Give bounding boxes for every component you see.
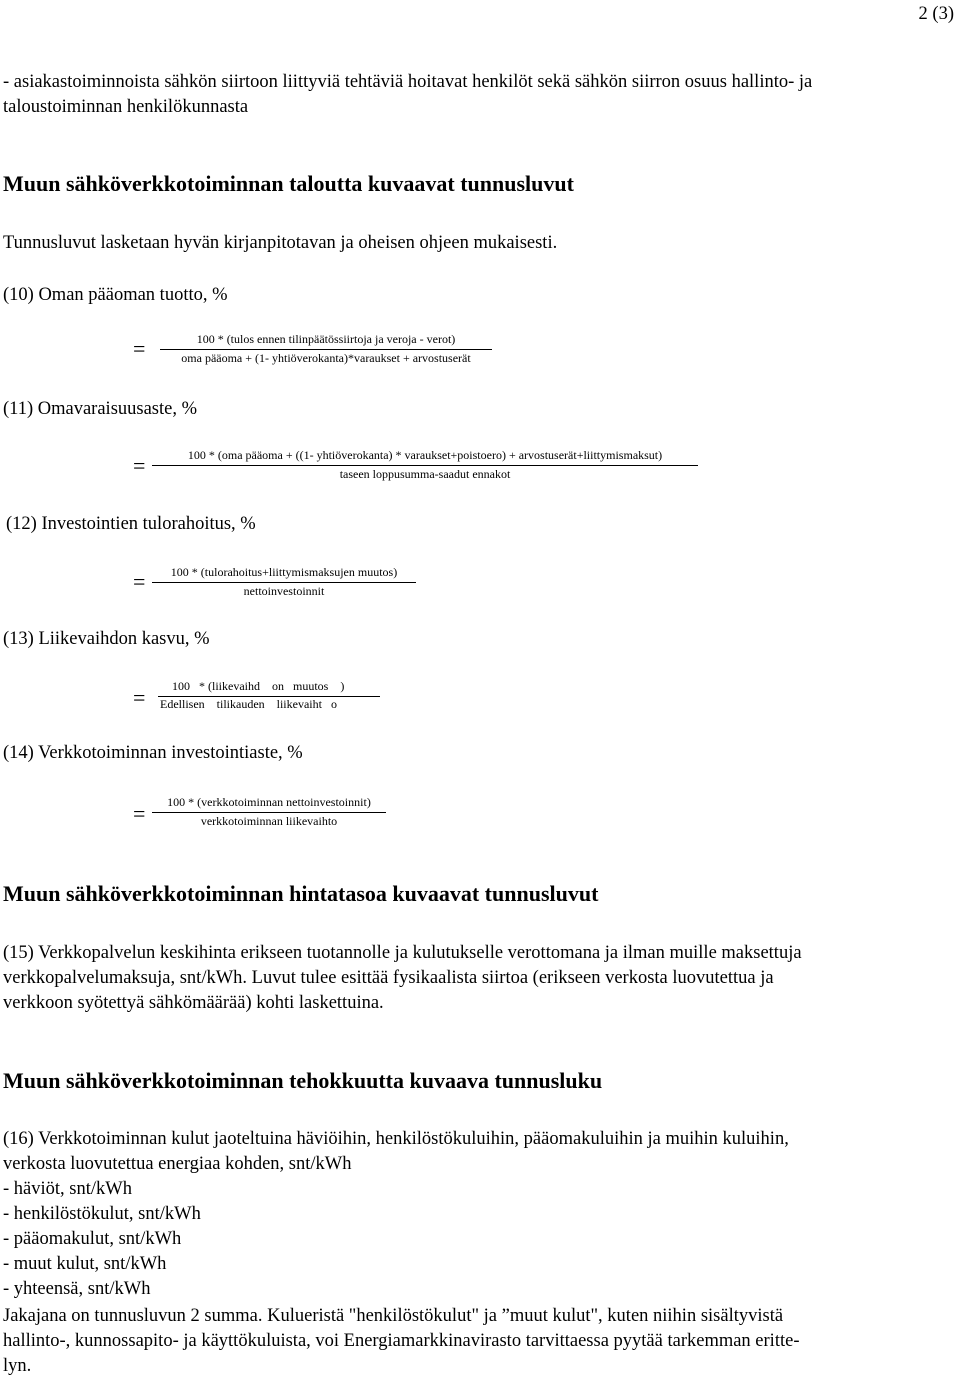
efficiency-list-item: - häviöt, snt/kWh bbox=[3, 1179, 132, 1199]
formula-12-denominator: nettoinvestoinnit bbox=[243, 584, 325, 598]
efficiency-text-line: lyn. bbox=[3, 1356, 32, 1376]
formula-11-denominator: taseen loppusumma-saadut ennakot bbox=[339, 467, 511, 481]
price-text-line: (15) Verkkopalvelun keskihinta erikseen tuotannolle ja kulutukselle verottomana ja ilman muille maksettuja bbox=[3, 943, 802, 963]
formula-13-label: (13) Liikevaihdon kasvu, % bbox=[3, 629, 210, 649]
price-text-line: verkkopalvelumaksuja, snt/kWh. Luvut tulee esittää fysikaalista siirtoa (erikseen verkosta luovutettua ja bbox=[3, 968, 774, 988]
formula-10-numerator: 100 * (tulos ennen tilinpäätössiirtoja ja veroja - verot) bbox=[196, 332, 456, 346]
formula-12-label: (12) Investointien tulorahoitus, % bbox=[6, 514, 256, 534]
formula-11-numerator: 100 * (oma pääoma + ((1- yhtiöverokanta) * varaukset+poistoero) + arvostuserät+liittymismaksut) bbox=[187, 448, 663, 462]
efficiency-list-item: - henkilöstökulut, snt/kWh bbox=[3, 1204, 201, 1224]
formula-14-fraction-bar bbox=[152, 812, 386, 813]
formula-14-numerator: 100 * (verkkotoiminnan nettoinvestoinnit) bbox=[167, 795, 371, 809]
formula-11-equals: = bbox=[133, 453, 146, 478]
formula-13-numerator: 100 * (liikevaihd on muutos ) bbox=[172, 679, 345, 693]
formula-10-label: (10) Oman pääoman tuotto, % bbox=[3, 285, 228, 305]
efficiency-list-item: - yhteensä, snt/kWh bbox=[3, 1279, 151, 1299]
price-text-line: verkkoon syötettyä sähkömäärää) kohti laskettuina. bbox=[3, 993, 384, 1013]
formula-11-fraction-bar bbox=[152, 465, 698, 466]
efficiency-text-line: verkosta luovutettua energiaa kohden, snt/kWh bbox=[3, 1154, 352, 1174]
formula-10-denominator: oma pääoma + (1- yhtiöverokanta)*varaukset + arvostuserät bbox=[181, 351, 471, 365]
formula-14-denominator: verkkotoiminnan liikevaihto bbox=[200, 814, 338, 828]
formula-14-equals: = bbox=[133, 801, 146, 826]
efficiency-text-line: Jakajana on tunnusluvun 2 summa. Kulueristä "henkilöstökulut" ja ”muut kulut", kuten niihin sisältyvistä bbox=[3, 1306, 784, 1326]
intro-line-1: - asiakastoiminnoista sähkön siirtoon liittyviä tehtäviä hoitavat henkilöt sekä sähkön siirron osuus hallinto- ja bbox=[3, 72, 813, 92]
efficiency-text-line: hallinto-, kunnossapito- ja käyttökuluista, voi Energiamarkkinavirasto tarvittaessa pyytää tarkemman erittе- bbox=[3, 1331, 800, 1351]
formula-12-equals: = bbox=[133, 569, 146, 594]
section-heading-economy: Muun sähköverkkotoiminnan taloutta kuvaavat tunnusluvut bbox=[3, 171, 574, 196]
formula-13-equals: = bbox=[133, 685, 146, 710]
efficiency-text-line: (16) Verkkotoiminnan kulut jaoteltuina häviöihin, henkilöstökuluihin, pääomakuluihin ja muihin kuluihin, bbox=[3, 1129, 789, 1149]
section-intro: Tunnusluvut lasketaan hyvän kirjanpitotavan ja oheisen ohjeen mukaisesti. bbox=[3, 233, 558, 253]
formula-14-label: (14) Verkkotoiminnan investointiaste, % bbox=[3, 743, 303, 763]
section-heading-efficiency: Muun sähköverkkotoiminnan tehokkuutta kuvaava tunnusluku bbox=[3, 1068, 603, 1093]
formula-12-fraction-bar bbox=[152, 582, 416, 583]
formula-10-equals: = bbox=[133, 336, 146, 361]
formula-13-denominator: Edellisen tilikauden liikevaiht o bbox=[160, 697, 337, 711]
formula-10-fraction-bar bbox=[160, 349, 492, 350]
section-heading-price-level: Muun sähköverkkotoiminnan hintatasoa kuvaavat tunnusluvut bbox=[3, 881, 599, 906]
efficiency-list-item: - pääomakulut, snt/kWh bbox=[3, 1229, 182, 1249]
formula-11-label: (11) Omavaraisuusaste, % bbox=[3, 399, 198, 419]
formula-12-numerator: 100 * (tulorahoitus+liittymismaksujen muutos) bbox=[170, 565, 398, 579]
page-number: 2 (3) bbox=[918, 4, 954, 24]
efficiency-list-item: - muut kulut, snt/kWh bbox=[3, 1254, 167, 1274]
intro-line-2: taloustoiminnan henkilökunnasta bbox=[3, 97, 249, 117]
